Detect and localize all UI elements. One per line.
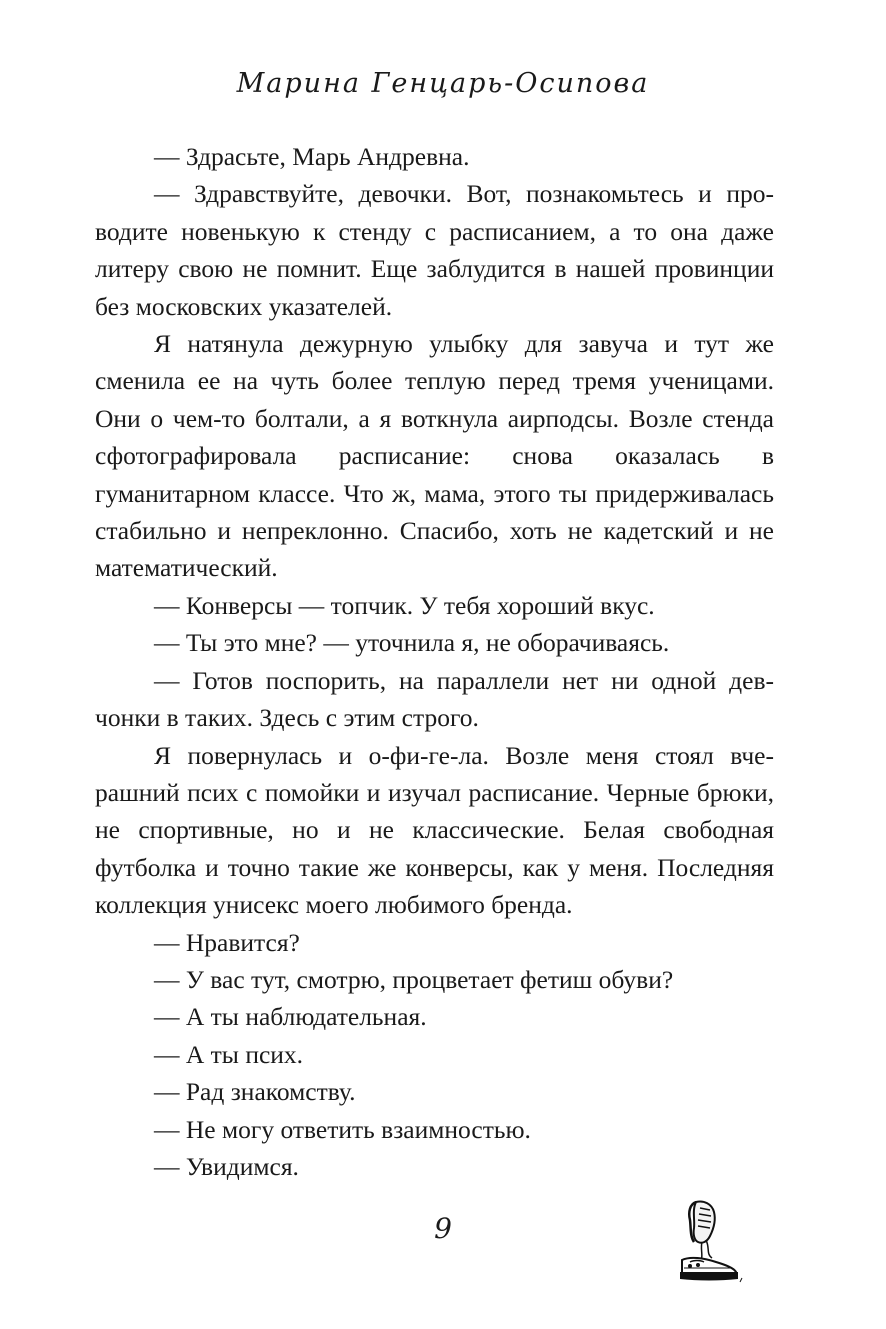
paragraph: Я повернулась и о-фи-ге-ла. Возле меня стоял вчерашний псих с помойки и изучал расписание. Черные брюки, не спортивные, но и не классические. Белая свободная футболка и точно такие же конверсы, как у меня. Последняя коллекция унисекс моего любимого бренда.	[95, 740, 774, 920]
paragraph: — А ты псих.	[154, 1039, 304, 1069]
paragraph: — Рад знакомству.	[154, 1077, 356, 1107]
paragraph: — Не могу ответить взаимностью.	[154, 1114, 531, 1144]
paragraph: Я натянула дежурную улыбку для завуча и тут же сменила ее на чуть более теплую перед тремя ученицами. Они о чем-то болтали, а я воткнула аирподсы. Возле стенда сфотографировала расписание: снова оказалась в гуманитарном классе. Что ж, мама, этого ты придерживалась стабильно и непреклонно. Спасибо, хоть не кадетский и не математический.	[95, 329, 774, 583]
running-head-author: Марина Генцарь-Осипова	[236, 68, 650, 99]
paragraph: — У вас тут, смотрю, процветает фетиш обуви?	[154, 964, 674, 994]
paragraph: — Увидимся.	[154, 1151, 299, 1181]
sneaker-icon	[660, 1198, 745, 1284]
paragraph: — Готов поспорить, на параллели нет ни одной девчонки в таких. Здесь с этим строго.	[95, 665, 774, 733]
paragraph: — Здравствуйте, девочки. Вот, познакомьтесь и проводите новенькую к стенду с расписанием, а то она даже литеру свою не помнит. Еще заблудится в нашей провинции без московских указателей.	[95, 179, 774, 321]
paragraph: — Здрасьте, Марь Андревна.	[154, 142, 470, 171]
page-number: 9	[434, 1212, 452, 1245]
paragraph: — Ты это мне? — уточнила я, не оборачиваясь.	[154, 628, 670, 658]
body-text	[95, 138, 774, 1185]
paragraph: — Конверсы — топчик. У тебя хороший вкус.	[154, 590, 655, 620]
paragraph: — А ты наблюдательная.	[154, 1002, 427, 1032]
paragraph: — Нравится?	[154, 927, 300, 957]
